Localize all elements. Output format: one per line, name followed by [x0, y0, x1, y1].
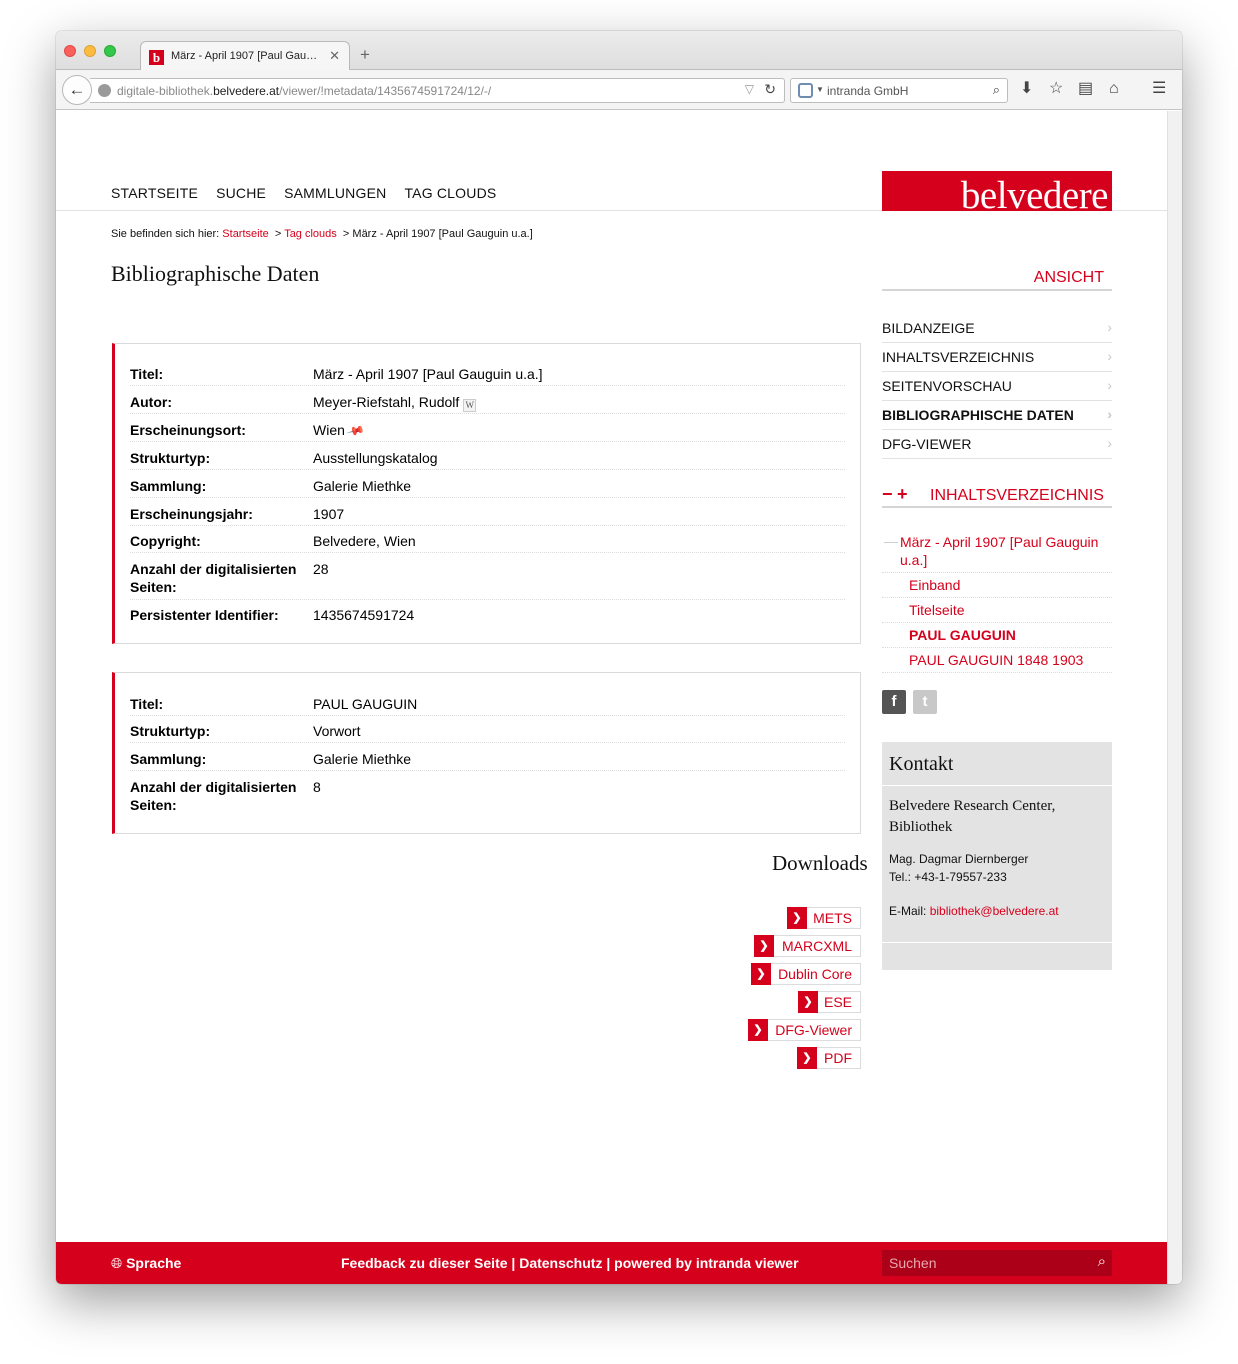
download-dfg-viewer-button[interactable]	[748, 1019, 861, 1041]
metadata-row	[130, 449, 845, 470]
nav-startseite[interactable]: STARTSEITE	[111, 185, 199, 201]
browser-toolbar	[56, 70, 1182, 110]
chevron-right-icon: ❯	[787, 907, 807, 929]
toc-item-paul-gauguin-1848-1903[interactable]	[882, 652, 1112, 673]
view-dfg-viewer[interactable]	[882, 430, 1112, 459]
belvedere-favicon-icon: b	[149, 50, 164, 65]
metadata-value: Galerie Miethke	[313, 751, 412, 767]
view-label: INHALTSVERZEICHNIS	[882, 349, 1035, 365]
metadata-label: Anzahl der digitalisierten Seiten:	[130, 779, 297, 813]
twitter-icon[interactable]: t	[913, 690, 937, 714]
metadata-row	[130, 560, 845, 600]
metadata-value: PAUL GAUGUIN	[313, 696, 418, 712]
download-ese-button[interactable]	[798, 991, 861, 1013]
language-selector[interactable]	[111, 1255, 181, 1272]
breadcrumb-current: März - April 1907 [Paul Gauguin u.a.]	[352, 228, 533, 240]
chevron-right-icon: ›	[1107, 348, 1112, 364]
metadata-label: Titel:	[130, 696, 164, 712]
metadata-label: Autor:	[130, 394, 172, 410]
footer-search	[882, 1250, 1112, 1276]
metadata-label: Erscheinungsjahr:	[130, 506, 253, 522]
collapse-all-icon[interactable]: −	[882, 484, 893, 504]
metadata-value: Galerie Miethke	[313, 478, 412, 494]
download-label: Dublin Core	[778, 966, 852, 982]
kontakt-divider	[882, 942, 1112, 943]
downloads-heading: Downloads	[772, 851, 868, 875]
metadata-row	[130, 421, 845, 442]
globe-icon	[98, 84, 111, 97]
menu-icon[interactable]: ☰	[1152, 80, 1167, 97]
breadcrumb-separator: >	[274, 228, 282, 240]
browser-search-text: intranda GmbH	[827, 84, 909, 98]
url-history-dropdown-icon[interactable]: ▽	[744, 82, 754, 96]
metadata-row	[130, 505, 845, 526]
kontakt-email-label: E-Mail:	[889, 904, 927, 918]
metadata-label: Persistenter Identifier:	[130, 607, 279, 623]
footer-search-input[interactable]	[882, 1250, 1082, 1276]
chevron-right-icon: ›	[1107, 319, 1112, 335]
metadata-value: März - April 1907 [Paul Gauguin u.a.]	[313, 366, 543, 382]
nav-sammlungen[interactable]: SAMMLUNGEN	[284, 185, 387, 201]
toc-label: März - April 1907 [Paul Gauguin u.a.]	[900, 534, 1099, 568]
url-host: belvedere.at	[213, 84, 280, 98]
metadata-value: Belvedere, Wien	[313, 533, 416, 549]
toc-collapse-icon[interactable]: —	[884, 533, 898, 549]
new-tab-icon[interactable]: +	[360, 45, 370, 64]
view-label: SEITENVORSCHAU	[882, 378, 1012, 394]
belvedere-logo[interactable]	[882, 171, 1112, 211]
reading-list-icon[interactable]: ▤	[1078, 80, 1094, 97]
download-label: DFG-Viewer	[775, 1022, 852, 1038]
metadata-value: Vorwort	[313, 723, 361, 739]
download-label: ESE	[823, 994, 852, 1010]
bookmark-star-icon[interactable]: ☆	[1049, 80, 1064, 97]
zoom-window-button[interactable]	[104, 45, 116, 57]
expand-all-icon[interactable]: +	[897, 484, 908, 504]
globe-icon: 🌐︎	[111, 1255, 123, 1271]
chevron-right-icon: ›	[1107, 435, 1112, 451]
metadata-row	[130, 750, 845, 771]
pin-icon[interactable]: 📌	[345, 421, 366, 441]
main-navigation	[111, 185, 496, 201]
minimize-window-button[interactable]	[84, 45, 96, 57]
view-inhaltsverzeichnis[interactable]	[882, 343, 1112, 372]
reload-icon[interactable]: ↻	[764, 81, 776, 97]
chevron-right-icon: ❯	[798, 991, 818, 1013]
breadcrumb-home-link[interactable]: Startseite	[222, 228, 269, 240]
chevron-right-icon: ❯	[748, 1019, 768, 1041]
toc-heading-bar	[882, 486, 1112, 508]
toc-item-einband[interactable]	[882, 577, 1112, 598]
metadata-label: Strukturtyp:	[130, 450, 211, 466]
metadata-row	[130, 365, 845, 386]
metadata-value: 1907	[313, 506, 345, 522]
metadata-row	[130, 722, 845, 743]
footer-links[interactable]: Feedback zu dieser Seite | Datenschutz | powered by intranda viewer	[341, 1255, 799, 1271]
metadata-value: 28	[313, 561, 329, 577]
download-mets-button[interactable]	[787, 907, 861, 929]
page-footer	[56, 1242, 1167, 1284]
breadcrumb-prefix: Sie befinden sich hier:	[111, 228, 220, 240]
download-dublin-core-button[interactable]	[751, 963, 861, 985]
breadcrumb-tag-clouds-link[interactable]: Tag clouds	[284, 228, 337, 240]
title-bar	[56, 31, 1182, 70]
breadcrumb-separator: >	[342, 228, 350, 240]
metadata-value: 1435674591724	[313, 607, 415, 623]
toc-heading: INHALTSVERZEICHNIS	[930, 487, 1104, 504]
page-title: Bibliographische Daten	[111, 261, 320, 286]
chevron-right-icon: ❯	[751, 963, 771, 985]
metadata-label: Sammlung:	[130, 478, 207, 494]
toc-label: Einband	[909, 577, 961, 593]
kontakt-box	[882, 742, 1112, 970]
chevron-right-icon: ❯	[797, 1047, 817, 1069]
metadata-label: Sammlung:	[130, 751, 207, 767]
tab-title: März - April 1907 [Paul Gau…	[171, 50, 318, 62]
kontakt-phone: Tel.: +43-1-79557-233	[889, 870, 1007, 884]
download-label: PDF	[824, 1050, 852, 1066]
metadata-value: 8	[313, 779, 321, 795]
url-prefix: digitale-bibliothek.	[117, 84, 214, 98]
download-pdf-button[interactable]	[797, 1047, 861, 1069]
author-link[interactable]: Meyer-Riefstahl, Rudolf	[313, 394, 460, 410]
place-link[interactable]: Wien	[313, 422, 345, 438]
view-label: BILDANZEIGE	[882, 320, 975, 336]
toc-label: Titelseite	[909, 602, 965, 618]
metadata-row	[130, 532, 845, 553]
view-seitenvorschau[interactable]	[882, 372, 1112, 401]
facebook-icon[interactable]: f	[882, 690, 906, 714]
kontakt-person: Mag. Dagmar Diernberger	[889, 852, 1029, 866]
kontakt-heading: Kontakt	[882, 742, 1112, 786]
metadata-row	[130, 695, 845, 716]
nav-suche[interactable]: SUCHE	[216, 185, 267, 201]
browser-window	[56, 31, 1182, 1284]
chevron-right-icon: ❯	[754, 935, 774, 957]
metadata-value	[313, 393, 476, 412]
kontakt-email-link[interactable]: bibliothek@belvedere.at	[929, 904, 1059, 918]
chevron-right-icon: ›	[1107, 377, 1112, 393]
download-marcxml-button[interactable]	[754, 935, 861, 957]
chevron-right-icon: ›	[1107, 406, 1112, 422]
browser-tab[interactable]	[140, 41, 350, 71]
url-bar[interactable]	[90, 78, 785, 103]
url-path: /viewer/!metadata/1435674591724/12/-/	[279, 84, 492, 98]
tab-close-icon[interactable]: ✕	[329, 48, 340, 63]
metadata-row	[130, 393, 845, 414]
nav-tag-clouds[interactable]: TAG CLOUDS	[404, 185, 497, 201]
page-scrollbar[interactable]	[1167, 111, 1182, 1284]
view-label: DFG-VIEWER	[882, 436, 972, 452]
metadata-row	[130, 606, 845, 627]
view-label: BIBLIOGRAPHISCHE DATEN	[882, 407, 1074, 423]
browser-search-bar[interactable]	[790, 78, 1008, 103]
ansicht-heading: ANSICHT	[882, 269, 1112, 291]
toc-item-root[interactable]	[882, 533, 1112, 573]
home-icon[interactable]: ⌂	[1109, 80, 1119, 97]
view-bildanzeige[interactable]	[882, 314, 1112, 343]
url-text[interactable]	[117, 84, 491, 98]
toc-item-titelseite[interactable]	[882, 602, 1112, 623]
breadcrumb	[111, 228, 533, 240]
metadata-label: Titel:	[130, 366, 164, 382]
metadata-label: Strukturtyp:	[130, 723, 211, 739]
back-button[interactable]: ←	[62, 75, 92, 105]
download-label: METS	[813, 910, 852, 926]
wikipedia-icon[interactable]: W	[463, 399, 476, 412]
metadata-value	[313, 421, 366, 441]
metadata-box-main	[112, 343, 861, 644]
close-window-button[interactable]	[64, 45, 76, 57]
kontakt-email-line	[889, 904, 1059, 918]
toc-label: PAUL GAUGUIN 1848 1903	[909, 652, 1084, 668]
metadata-row	[130, 477, 845, 498]
page-viewport	[56, 111, 1167, 1284]
metadata-label: Anzahl der digitalisierten Seiten:	[130, 561, 297, 595]
kontakt-organisation: Belvedere Research Center, Bibliothek	[889, 798, 1056, 835]
search-engine-icon[interactable]	[798, 83, 813, 98]
toc-label: PAUL GAUGUIN	[909, 627, 1016, 643]
download-icon[interactable]: ⬇	[1020, 80, 1034, 97]
metadata-value: Ausstellungskatalog	[313, 450, 438, 466]
search-engine-caret-icon[interactable]: ▼	[816, 85, 824, 94]
view-bibliographische-daten[interactable]	[882, 401, 1112, 430]
toc-item-paul-gauguin[interactable]	[882, 627, 1112, 648]
logo-text: belvedere	[960, 174, 1108, 211]
metadata-label: Erscheinungsort:	[130, 422, 246, 438]
metadata-row	[130, 778, 845, 818]
browser-search-icon[interactable]: ⌕	[992, 82, 1000, 97]
metadata-label: Copyright:	[130, 533, 201, 549]
search-icon[interactable]: ⌕	[1097, 1253, 1106, 1270]
download-label: MARCXML	[781, 938, 852, 954]
metadata-box-section	[112, 672, 861, 834]
language-label: Sprache	[126, 1255, 182, 1271]
